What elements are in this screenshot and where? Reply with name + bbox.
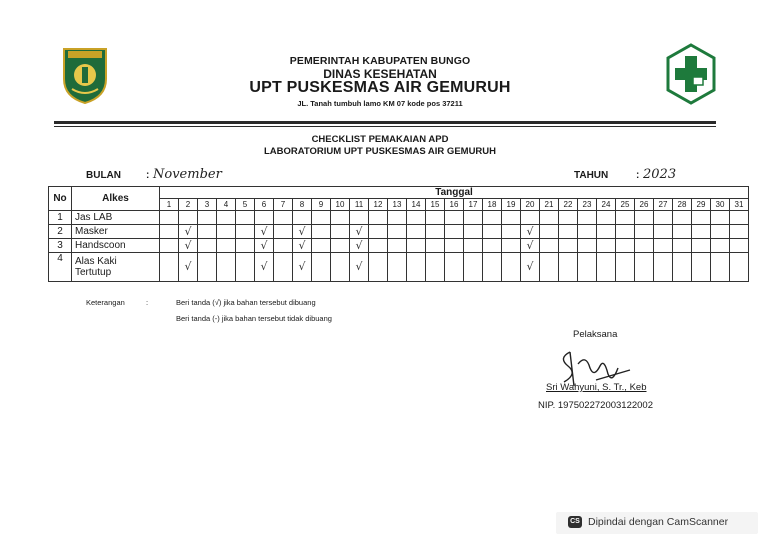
day-cell — [179, 211, 198, 225]
row-number: 4 — [49, 253, 72, 282]
day-cell — [293, 211, 312, 225]
day-cell — [407, 211, 426, 225]
kabupaten-crest-logo — [62, 45, 108, 105]
day-cell — [578, 253, 597, 282]
day-cell — [711, 253, 730, 282]
day-cell — [160, 211, 179, 225]
day-header-cell: 28 — [673, 199, 692, 211]
day-cell — [635, 253, 654, 282]
day-cell — [711, 225, 730, 239]
day-cell — [179, 225, 198, 239]
col-no-header: No — [49, 187, 72, 211]
day-cell — [293, 225, 312, 239]
day-cell — [312, 225, 331, 239]
day-cell — [179, 239, 198, 253]
day-cell — [559, 211, 578, 225]
check-mark: √ — [260, 224, 268, 238]
day-cell — [578, 239, 597, 253]
day-cell — [312, 211, 331, 225]
day-cell — [445, 211, 464, 225]
day-cell — [350, 211, 369, 225]
check-mark: √ — [526, 224, 534, 238]
day-cell — [350, 239, 369, 253]
check-mark: √ — [355, 238, 363, 252]
day-header-cell: 18 — [483, 199, 502, 211]
day-cell — [464, 239, 483, 253]
col-tanggal-header: Tanggal — [160, 187, 749, 199]
day-cell — [236, 211, 255, 225]
signature-role: Pelaksana — [573, 329, 618, 340]
day-cell — [179, 253, 198, 282]
day-cell — [198, 211, 217, 225]
header-title: UPT PUSKESMAS AIR GEMURUH — [249, 79, 511, 96]
day-header-cell: 10 — [331, 199, 350, 211]
scanner-badge-text: Dipindai dengan CamScanner — [588, 516, 729, 528]
day-cell — [692, 225, 711, 239]
day-header-cell: 30 — [711, 199, 730, 211]
day-cell — [502, 239, 521, 253]
day-cell — [616, 253, 635, 282]
day-cell — [198, 253, 217, 282]
day-cell — [350, 253, 369, 282]
day-cell — [445, 239, 464, 253]
day-header-cell: 15 — [426, 199, 445, 211]
row-item-label-cont: Tertutup — [75, 267, 112, 278]
day-cell — [198, 239, 217, 253]
check-mark: √ — [184, 224, 192, 238]
day-cell — [616, 225, 635, 239]
doc-subtitle: LABORATORIUM UPT PUSKESMAS AIR GEMURUH — [263, 146, 497, 157]
day-header-cell: 26 — [635, 199, 654, 211]
day-header-cell: 21 — [540, 199, 559, 211]
day-header-cell: 11 — [350, 199, 369, 211]
day-cell — [255, 253, 274, 282]
day-cell — [236, 239, 255, 253]
day-header-cell: 8 — [293, 199, 312, 211]
day-cell — [160, 225, 179, 239]
day-cell — [255, 239, 274, 253]
table-row — [49, 239, 749, 253]
cs-icon: CS — [568, 516, 582, 528]
bulan-value: November — [153, 167, 222, 182]
day-header-cell: 4 — [217, 199, 236, 211]
check-mark: √ — [526, 238, 534, 252]
day-cell — [274, 225, 293, 239]
day-cell — [692, 211, 711, 225]
day-cell — [445, 225, 464, 239]
day-cell — [331, 225, 350, 239]
checklist-body — [49, 211, 749, 282]
check-mark: √ — [355, 260, 363, 273]
day-cell — [483, 253, 502, 282]
day-cell — [388, 211, 407, 225]
day-header-cell: 27 — [654, 199, 673, 211]
check-mark: √ — [260, 260, 268, 273]
day-cell — [217, 239, 236, 253]
header-line1: PEMERINTAH KABUPATEN BUNGO — [289, 55, 471, 67]
check-mark: √ — [184, 260, 192, 273]
day-header-cell: 6 — [255, 199, 274, 211]
day-cell — [654, 225, 673, 239]
day-header-cell: 31 — [730, 199, 749, 211]
row-item — [72, 239, 160, 253]
day-cell — [464, 225, 483, 239]
day-header-cell: 17 — [464, 199, 483, 211]
day-header-cell: 22 — [559, 199, 578, 211]
day-header-cell: 3 — [198, 199, 217, 211]
header-divider-thick — [54, 121, 716, 124]
check-mark: √ — [298, 224, 306, 238]
day-cell — [578, 225, 597, 239]
day-header-cell: 13 — [388, 199, 407, 211]
day-cell — [730, 253, 749, 282]
day-cell — [331, 211, 350, 225]
day-cell — [312, 253, 331, 282]
day-cell — [445, 253, 464, 282]
day-cell — [540, 239, 559, 253]
day-cell — [502, 211, 521, 225]
day-cell — [369, 253, 388, 282]
day-cell — [711, 211, 730, 225]
day-cell — [502, 253, 521, 282]
day-cell — [236, 225, 255, 239]
row-item-label: Handscoon — [75, 240, 126, 251]
day-header-cell: 25 — [616, 199, 635, 211]
check-mark: √ — [298, 260, 306, 273]
day-cell — [654, 253, 673, 282]
day-cell — [730, 225, 749, 239]
day-cell — [673, 253, 692, 282]
day-header-cell: 5 — [236, 199, 255, 211]
day-cell — [711, 239, 730, 253]
puskesmas-logo — [666, 43, 716, 105]
day-header-cell: 19 — [502, 199, 521, 211]
notes-label: Keterangan — [86, 298, 125, 307]
day-cell — [692, 239, 711, 253]
table-row — [49, 253, 749, 282]
row-item-label: Alas Kaki — [75, 256, 117, 267]
day-cell — [559, 253, 578, 282]
check-mark: √ — [260, 238, 268, 252]
doc-title: CHECKLIST PEMAKAIAN APD — [311, 134, 449, 145]
day-header-cell: 1 — [160, 199, 179, 211]
day-cell — [597, 253, 616, 282]
row-item-label: Jas LAB — [75, 212, 113, 223]
day-header-cell: 14 — [407, 199, 426, 211]
day-cell — [274, 211, 293, 225]
tahun-label: TAHUN — [574, 170, 609, 181]
day-cell — [635, 239, 654, 253]
day-cell — [483, 239, 502, 253]
day-cell — [521, 211, 540, 225]
header-address: JL. Tanah tumbuh lamo KM 07 kode pos 37211 — [297, 99, 463, 108]
day-cell — [654, 239, 673, 253]
day-cell — [673, 211, 692, 225]
table-row — [49, 225, 749, 239]
day-cell — [198, 225, 217, 239]
day-cell — [369, 225, 388, 239]
day-cell — [521, 239, 540, 253]
day-cell — [540, 225, 559, 239]
bulan-label: BULAN — [86, 170, 121, 181]
day-cell — [578, 211, 597, 225]
day-cell — [160, 253, 179, 282]
day-cell — [521, 225, 540, 239]
day-cell — [369, 239, 388, 253]
row-item — [72, 211, 160, 225]
day-header-cell: 12 — [369, 199, 388, 211]
signature-nip: NIP. 197502272003122002 — [538, 400, 653, 411]
day-header-cell: 23 — [578, 199, 597, 211]
day-cell — [236, 253, 255, 282]
day-cell — [426, 225, 445, 239]
day-cell — [559, 225, 578, 239]
day-cell — [540, 211, 559, 225]
tahun-colon: : — [636, 170, 640, 181]
day-cell — [540, 253, 559, 282]
day-cell — [217, 253, 236, 282]
row-number: 1 — [49, 211, 72, 225]
day-cell — [274, 253, 293, 282]
day-cell — [331, 253, 350, 282]
day-cell — [407, 239, 426, 253]
row-number: 3 — [49, 239, 72, 253]
day-cell — [426, 211, 445, 225]
day-cell — [616, 211, 635, 225]
day-cell — [350, 225, 369, 239]
check-mark: √ — [184, 238, 192, 252]
day-cell — [426, 239, 445, 253]
day-header-cell: 20 — [521, 199, 540, 211]
day-cell — [274, 239, 293, 253]
day-cell — [293, 253, 312, 282]
day-header-cell: 2 — [179, 199, 198, 211]
row-number: 2 — [49, 225, 72, 239]
day-cell — [217, 211, 236, 225]
day-cell — [559, 239, 578, 253]
day-cell — [635, 225, 654, 239]
day-cell — [502, 225, 521, 239]
row-item-label: Masker — [75, 226, 108, 237]
day-cell — [673, 239, 692, 253]
day-header-cell: 9 — [312, 199, 331, 211]
notes-line1: Beri tanda (√) jika bahan tersebut dibuang — [176, 298, 316, 307]
day-cell — [407, 253, 426, 282]
day-cell — [388, 239, 407, 253]
day-cell — [217, 225, 236, 239]
day-cell — [426, 253, 445, 282]
day-cell — [654, 211, 673, 225]
signature-name: Sri Wahyuni, S. Tr., Keb — [546, 382, 647, 393]
check-mark: √ — [526, 260, 534, 273]
day-cell — [369, 211, 388, 225]
checklist-table — [48, 186, 749, 282]
day-cell — [597, 225, 616, 239]
day-cell — [635, 211, 654, 225]
day-cell — [464, 211, 483, 225]
table-row — [49, 211, 749, 225]
day-cell — [255, 225, 274, 239]
header-divider-thin — [54, 126, 716, 127]
day-cell — [388, 225, 407, 239]
day-cell — [255, 211, 274, 225]
row-item — [72, 225, 160, 239]
day-cell — [597, 239, 616, 253]
day-cell — [407, 225, 426, 239]
day-header-cell: 29 — [692, 199, 711, 211]
day-header-cell: 24 — [597, 199, 616, 211]
row-item — [72, 253, 160, 282]
bulan-colon: : — [146, 170, 150, 181]
day-cell — [597, 211, 616, 225]
day-cell — [616, 239, 635, 253]
notes-colon: : — [146, 298, 149, 307]
day-header-cell: 7 — [274, 199, 293, 211]
check-mark: √ — [355, 224, 363, 238]
check-mark: √ — [298, 238, 306, 252]
day-cell — [388, 253, 407, 282]
day-cell — [293, 239, 312, 253]
day-cell — [483, 211, 502, 225]
header-line2: DINAS KESEHATAN — [323, 67, 437, 81]
day-cell — [673, 225, 692, 239]
day-cell — [312, 239, 331, 253]
day-cell — [483, 225, 502, 239]
day-cell — [521, 253, 540, 282]
day-cell — [160, 239, 179, 253]
tahun-value: 2023 — [643, 167, 677, 182]
notes-line2: Beri tanda (-) jika bahan tersebut tidak dibuang — [176, 314, 332, 323]
day-cell — [730, 211, 749, 225]
col-alkes-header: Alkes — [72, 187, 160, 211]
day-cell — [331, 239, 350, 253]
day-cell — [730, 239, 749, 253]
day-header-cell: 16 — [445, 199, 464, 211]
day-cell — [464, 253, 483, 282]
day-cell — [692, 253, 711, 282]
